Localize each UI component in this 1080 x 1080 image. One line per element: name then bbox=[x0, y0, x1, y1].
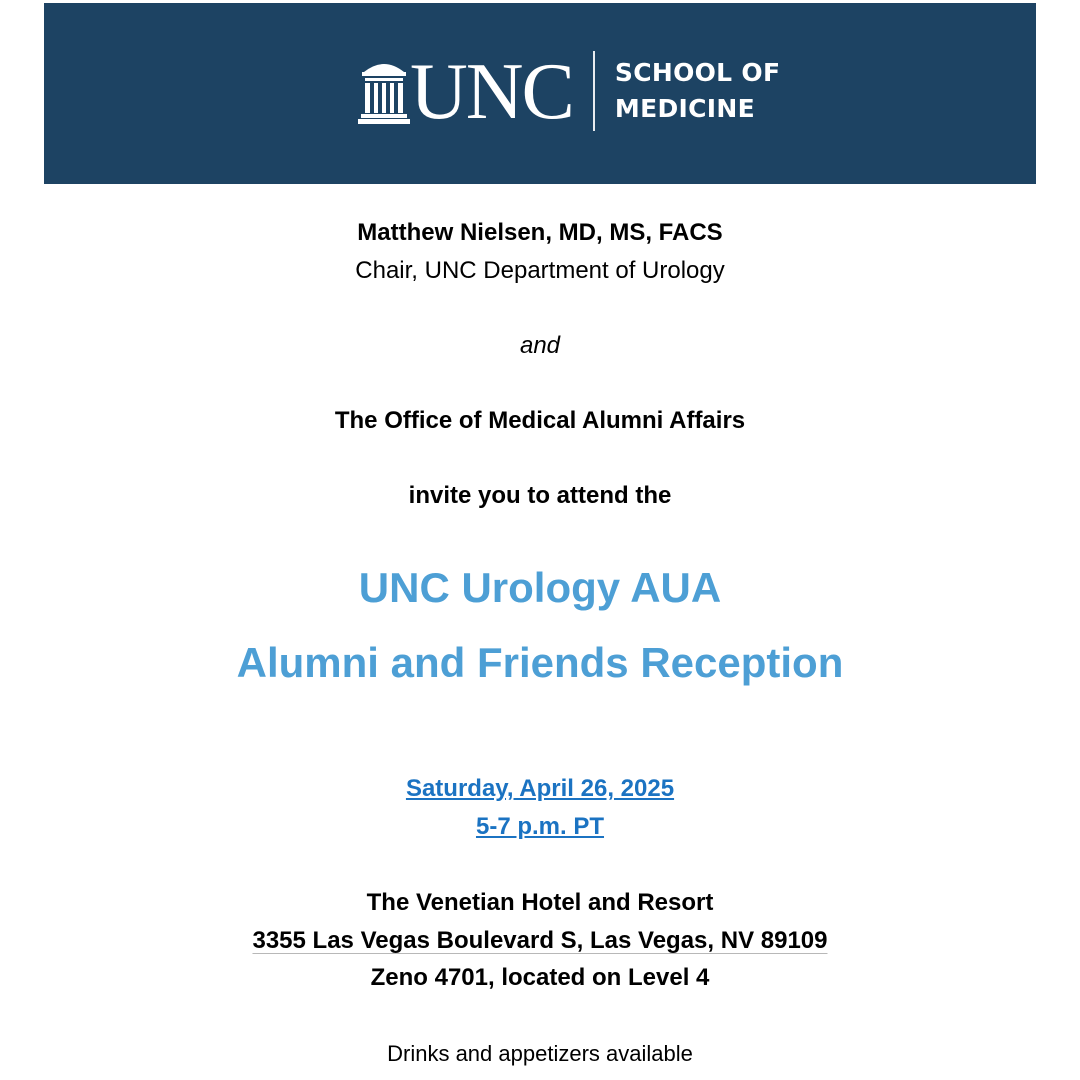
unc-school-of-medicine-logo bbox=[358, 48, 781, 136]
event-date-row bbox=[0, 775, 1080, 803]
host-office: The Office of Medical Alumni Affairs bbox=[334, 407, 746, 434]
logo-school-line1: SCHOOL OF bbox=[614, 58, 781, 87]
venue-room: Zeno 4701, located on Level 4 bbox=[370, 964, 710, 991]
logo-divider bbox=[593, 51, 595, 131]
event-time-link[interactable]: 5-7 p.m. PT bbox=[475, 813, 605, 840]
venue-address[interactable]: 3355 Las Vegas Boulevard S, Las Vegas, NV 89109 bbox=[252, 927, 828, 954]
old-well-icon bbox=[358, 58, 410, 124]
venue-name: The Venetian Hotel and Resort bbox=[366, 889, 714, 916]
host-name: Matthew Nielsen, MD, MS, FACS bbox=[357, 219, 723, 246]
event-title-line1: UNC Urology AUA bbox=[358, 564, 722, 611]
host-title: Chair, UNC Department of Urology bbox=[355, 257, 725, 284]
event-title-line2: Alumni and Friends Reception bbox=[236, 639, 844, 686]
logo-school-name bbox=[615, 55, 780, 127]
header-banner bbox=[44, 3, 1036, 184]
refreshments-note: Drinks and appetizers available bbox=[387, 1041, 693, 1066]
event-date-link[interactable]: Saturday, April 26, 2025 bbox=[405, 775, 675, 802]
logo-school-line2: MEDICINE bbox=[614, 94, 755, 123]
invite-text: invite you to attend the bbox=[408, 482, 672, 509]
logo-unc-text: UNC bbox=[410, 48, 573, 136]
event-time-row bbox=[0, 813, 1080, 841]
venue-address-row bbox=[0, 927, 1080, 955]
conjunction-and: and bbox=[519, 332, 561, 359]
